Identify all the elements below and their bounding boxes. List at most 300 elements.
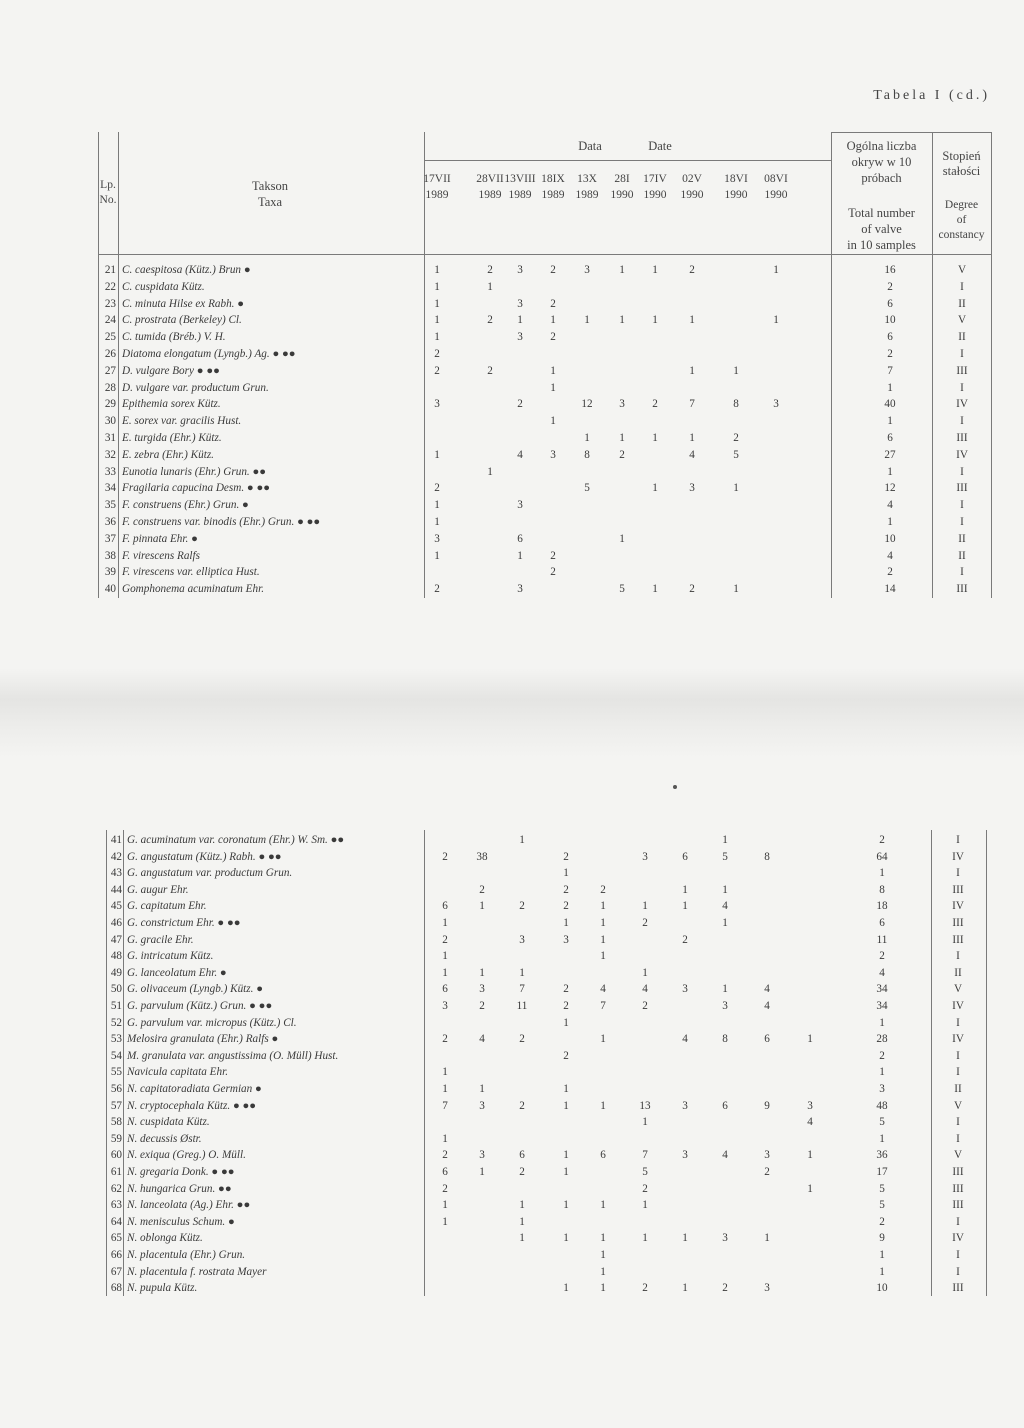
page-fold-shadow xyxy=(0,668,1024,758)
date-column-header: 1989 xyxy=(541,189,565,201)
count-cell: 1 xyxy=(600,1232,606,1245)
taxon-name: G. angustatum (Kütz.) Rabh. ● ●● xyxy=(127,850,282,863)
taxon-name: G. parvulum (Kütz.) Grun. ● ●● xyxy=(127,1000,273,1012)
count-cell: 1 xyxy=(722,983,728,996)
count-cell: 1 xyxy=(584,314,590,327)
count-cell: 9 xyxy=(764,1099,770,1112)
count-cell: 1 xyxy=(442,1066,448,1079)
degree-cell: V xyxy=(953,1099,963,1112)
total-cell: 1 xyxy=(887,415,893,428)
total-cell: 16 xyxy=(884,264,896,276)
count-cell: 2 xyxy=(600,883,606,896)
count-cell: 4 xyxy=(722,1149,728,1162)
count-cell: 1 xyxy=(642,1232,648,1245)
taxon-name: F. virescens var. elliptica Hust. xyxy=(122,566,260,579)
degree-cell: I xyxy=(956,834,960,846)
taxon-name: N. cuspidata Kütz. xyxy=(127,1116,210,1129)
degree-cell: I xyxy=(960,516,964,528)
count-cell: 1 xyxy=(619,314,625,327)
total-cell: 4 xyxy=(879,966,885,979)
taxon-name: N. decussis Østr. xyxy=(127,1132,202,1145)
table-row xyxy=(0,832,1024,849)
count-cell: 1 xyxy=(434,331,440,344)
taxon-name: N. exiqua (Greg.) O. Müll. xyxy=(127,1149,246,1162)
count-cell: 2 xyxy=(722,1282,728,1295)
taxon-name: F. virescens Ralfs xyxy=(122,549,200,562)
date-column-header: 18IX xyxy=(541,173,565,185)
row-number: 60 xyxy=(110,1149,122,1162)
degree-cell: III xyxy=(952,883,964,896)
total-cell: 17 xyxy=(876,1166,888,1178)
count-cell: 1 xyxy=(600,1099,606,1112)
total-cell: 4 xyxy=(887,549,893,562)
count-cell: 1 xyxy=(642,1116,648,1129)
total-cell: 10 xyxy=(876,1282,888,1295)
table-row xyxy=(0,1247,1024,1264)
taxon-name: M. granulata var. angustissima (O. Müll) Hust. xyxy=(127,1049,339,1062)
date-column-header: 1990 xyxy=(643,189,667,201)
total-cell: 14 xyxy=(884,583,896,596)
count-cell: 3 xyxy=(563,933,569,946)
row-number: 29 xyxy=(104,398,116,411)
count-cell: 5 xyxy=(619,583,625,596)
count-cell: 1 xyxy=(600,1249,606,1261)
taxon-name: Diatoma elongatum (Lyngb.) Ag. ● ●● xyxy=(122,348,296,360)
count-cell: 2 xyxy=(434,348,440,360)
table-row xyxy=(0,430,1024,447)
total-cell: 36 xyxy=(876,1149,888,1162)
table-row xyxy=(0,1031,1024,1048)
taxon-name: Eunotia lunaris (Ehr.) Grun. ●● xyxy=(122,465,267,478)
row-number: 58 xyxy=(110,1116,122,1129)
table-row xyxy=(0,548,1024,565)
row-number: 63 xyxy=(110,1199,122,1212)
table-row xyxy=(0,898,1024,915)
count-cell: 2 xyxy=(442,850,448,863)
count-cell: 2 xyxy=(733,432,739,444)
count-cell: 1 xyxy=(563,867,569,880)
degree-cell: IV xyxy=(952,850,964,863)
row-number: 22 xyxy=(104,280,116,293)
count-cell: 3 xyxy=(807,1099,813,1112)
row-number: 34 xyxy=(104,482,116,495)
count-cell: 4 xyxy=(722,900,728,913)
total-cell: 9 xyxy=(879,1232,885,1245)
degree-cell: V xyxy=(957,314,967,327)
degree-cell: I xyxy=(960,499,964,512)
count-cell: 2 xyxy=(519,1099,525,1112)
degree-cell: III xyxy=(952,1166,964,1178)
total-cell: 5 xyxy=(879,1182,885,1195)
table-caption: Tabela I (cd.) xyxy=(873,88,990,103)
table-rule xyxy=(98,254,992,255)
total-cell: 6 xyxy=(887,331,893,344)
total-cell: 34 xyxy=(876,1000,888,1012)
degree-cell: IV xyxy=(952,900,964,913)
count-cell: 1 xyxy=(600,1033,606,1046)
taxon-name: C. prostrata (Berkeley) Cl. xyxy=(122,314,242,327)
count-cell: 1 xyxy=(519,834,525,846)
taxon-name: N. cryptocephala Kütz. ● ●● xyxy=(127,1099,257,1112)
taxon-name: N. gregaria Donk. ● ●● xyxy=(127,1166,235,1178)
total-cell: 64 xyxy=(876,850,888,863)
table-row xyxy=(0,380,1024,397)
count-cell: 2 xyxy=(517,398,523,411)
count-cell: 1 xyxy=(652,314,658,327)
degree-header: constancy xyxy=(938,229,985,241)
count-cell: 1 xyxy=(600,1282,606,1295)
count-cell: 3 xyxy=(519,933,525,946)
count-cell: 2 xyxy=(563,850,569,863)
count-cell: 4 xyxy=(764,1000,770,1012)
count-cell: 3 xyxy=(479,1099,485,1112)
date-header: Date xyxy=(648,139,672,153)
count-cell: 2 xyxy=(550,297,556,310)
total-header: Total number xyxy=(848,206,915,220)
taxon-name: N. hungarica Grun. ●● xyxy=(127,1182,232,1195)
total-header: próbach xyxy=(861,171,902,185)
taxon-name: G. olivaceum (Lyngb.) Kütz. ● xyxy=(127,983,263,996)
date-column-header: 1990 xyxy=(724,189,748,201)
count-cell: 3 xyxy=(550,448,556,461)
count-cell: 2 xyxy=(434,364,440,377)
row-number: 32 xyxy=(104,448,116,461)
degree-cell: I xyxy=(956,1132,960,1145)
degree-cell: III xyxy=(952,917,964,929)
count-cell: 1 xyxy=(434,297,440,310)
count-cell: 2 xyxy=(642,1182,648,1195)
count-cell: 5 xyxy=(722,850,728,863)
degree-cell: I xyxy=(956,1049,960,1062)
count-cell: 7 xyxy=(642,1149,648,1162)
taxon-name: E. zebra (Ehr.) Kütz. xyxy=(122,448,214,461)
date-header: Data xyxy=(578,139,602,153)
table-row xyxy=(0,1114,1024,1131)
count-cell: 4 xyxy=(600,983,606,996)
count-cell: 1 xyxy=(519,1232,525,1245)
row-number: 44 xyxy=(110,883,122,896)
date-column-header: 28I xyxy=(614,173,630,185)
count-cell: 8 xyxy=(584,448,590,461)
total-cell: 2 xyxy=(887,348,893,360)
date-column-header: 1989 xyxy=(508,189,532,201)
degree-cell: I xyxy=(956,1016,960,1029)
total-cell: 1 xyxy=(879,1265,885,1278)
count-cell: 1 xyxy=(807,1182,813,1195)
taxon-name: Melosira granulata (Ehr.) Ralfs ● xyxy=(127,1033,279,1046)
date-column-header: 28VII xyxy=(476,173,504,185)
degree-header: Stopień xyxy=(942,149,981,163)
table-row xyxy=(0,1230,1024,1247)
total-cell: 3 xyxy=(879,1083,885,1095)
total-cell: 10 xyxy=(884,532,896,545)
row-number: 33 xyxy=(104,465,116,478)
date-column-header: 1990 xyxy=(610,189,634,201)
row-number: 64 xyxy=(110,1215,122,1228)
count-cell: 1 xyxy=(563,1232,569,1245)
degree-cell: IV xyxy=(952,1000,964,1012)
count-cell: 8 xyxy=(733,398,739,411)
count-cell: 8 xyxy=(722,1033,728,1046)
count-cell: 1 xyxy=(550,415,556,428)
table-row xyxy=(0,396,1024,413)
count-cell: 1 xyxy=(479,966,485,979)
row-number: 45 xyxy=(110,900,122,913)
count-cell: 1 xyxy=(600,917,606,929)
table-row xyxy=(0,965,1024,982)
table-row xyxy=(0,480,1024,497)
date-column-header: 02V xyxy=(682,173,702,185)
table-row xyxy=(0,1264,1024,1281)
count-cell: 3 xyxy=(764,1149,770,1162)
degree-header: of xyxy=(956,214,967,226)
row-number: 46 xyxy=(110,917,122,929)
count-cell: 1 xyxy=(689,432,695,444)
count-cell: 1 xyxy=(563,1149,569,1162)
count-cell: 1 xyxy=(442,1199,448,1212)
total-cell: 1 xyxy=(879,1132,885,1145)
row-number: 47 xyxy=(110,933,122,946)
count-cell: 1 xyxy=(442,1132,448,1145)
row-number: 40 xyxy=(104,583,116,596)
row-number: 23 xyxy=(104,297,116,310)
count-cell: 1 xyxy=(563,1099,569,1112)
degree-cell: IV xyxy=(956,448,968,461)
count-cell: 3 xyxy=(682,983,688,996)
row-number: 41 xyxy=(110,834,122,846)
count-cell: 1 xyxy=(517,314,523,327)
taxon-header: Takson xyxy=(252,179,288,193)
count-cell: 1 xyxy=(807,1149,813,1162)
count-cell: 7 xyxy=(689,398,695,411)
table-row xyxy=(0,1147,1024,1164)
count-cell: 3 xyxy=(584,264,590,276)
taxon-name: N. pupula Kütz. xyxy=(127,1282,198,1295)
degree-cell: I xyxy=(960,566,964,579)
count-cell: 3 xyxy=(517,583,523,596)
count-cell: 1 xyxy=(487,280,493,293)
degree-cell: I xyxy=(956,1265,960,1278)
row-number: 48 xyxy=(110,950,122,963)
date-column-header: 1989 xyxy=(575,189,599,201)
count-cell: 2 xyxy=(487,314,493,327)
taxon-name: N. oblonga Kütz. xyxy=(127,1232,203,1245)
row-number: 35 xyxy=(104,499,116,512)
count-cell: 1 xyxy=(600,1199,606,1212)
degree-cell: I xyxy=(956,1066,960,1079)
date-column-header: 1990 xyxy=(764,189,788,201)
count-cell: 1 xyxy=(563,1083,569,1095)
total-cell: 10 xyxy=(884,314,896,327)
count-cell: 2 xyxy=(764,1166,770,1178)
count-cell: 1 xyxy=(584,432,590,444)
count-cell: 2 xyxy=(619,448,625,461)
total-cell: 2 xyxy=(879,950,885,963)
count-cell: 2 xyxy=(563,900,569,913)
count-cell: 3 xyxy=(479,983,485,996)
count-cell: 1 xyxy=(442,1215,448,1228)
count-cell: 1 xyxy=(550,381,556,394)
count-cell: 1 xyxy=(733,583,739,596)
row-number: 55 xyxy=(110,1066,122,1079)
row-number: 39 xyxy=(104,566,116,579)
count-cell: 1 xyxy=(434,314,440,327)
count-cell: 3 xyxy=(722,1232,728,1245)
total-cell: 1 xyxy=(887,516,893,528)
total-cell: 1 xyxy=(879,1249,885,1261)
count-cell: 4 xyxy=(642,983,648,996)
table-row xyxy=(0,932,1024,949)
count-cell: 1 xyxy=(487,465,493,478)
total-cell: 1 xyxy=(879,1066,885,1079)
row-number: 57 xyxy=(110,1099,122,1112)
taxon-name: G. parvulum var. micropus (Kütz.) Cl. xyxy=(127,1016,297,1029)
count-cell: 1 xyxy=(642,1199,648,1212)
count-cell: 6 xyxy=(519,1149,525,1162)
degree-cell: III xyxy=(956,583,968,596)
total-cell: 8 xyxy=(879,883,885,896)
date-column-header: 17IV xyxy=(643,173,667,185)
count-cell: 1 xyxy=(652,432,658,444)
count-cell: 1 xyxy=(733,482,739,495)
count-cell: 2 xyxy=(682,933,688,946)
total-cell: 1 xyxy=(887,465,893,478)
count-cell: 1 xyxy=(652,583,658,596)
taxon-name: N. placentula f. rostrata Mayer xyxy=(127,1265,267,1278)
count-cell: 1 xyxy=(563,917,569,929)
count-cell: 1 xyxy=(619,264,625,276)
count-cell: 2 xyxy=(563,1049,569,1062)
taxon-name: N. capitatoradiata Germian ● xyxy=(127,1083,262,1095)
count-cell: 6 xyxy=(682,850,688,863)
total-cell: 6 xyxy=(887,297,893,310)
taxon-name: G. lanceolatum Ehr. ● xyxy=(127,966,227,979)
table-row xyxy=(0,1280,1024,1297)
count-cell: 4 xyxy=(689,448,695,461)
taxon-name: N. placentula (Ehr.) Grun. xyxy=(127,1249,246,1261)
count-cell: 4 xyxy=(682,1033,688,1046)
count-cell: 1 xyxy=(519,1199,525,1212)
count-cell: 3 xyxy=(517,331,523,344)
count-cell: 5 xyxy=(642,1166,648,1178)
row-number: 65 xyxy=(110,1232,122,1245)
count-cell: 2 xyxy=(550,264,556,276)
count-cell: 6 xyxy=(722,1099,728,1112)
taxon-name: C. caespitosa (Kütz.) Brun ● xyxy=(122,264,251,276)
count-cell: 1 xyxy=(722,834,728,846)
table-row xyxy=(0,915,1024,932)
table-rule xyxy=(831,132,992,133)
degree-cell: I xyxy=(960,415,964,428)
count-cell: 2 xyxy=(563,883,569,896)
count-cell: 2 xyxy=(652,398,658,411)
count-cell: 1 xyxy=(807,1033,813,1046)
degree-cell: IV xyxy=(956,398,968,411)
count-cell: 8 xyxy=(764,850,770,863)
row-number: 24 xyxy=(104,314,116,327)
count-cell: 1 xyxy=(600,950,606,963)
lp-header: No. xyxy=(99,194,117,206)
row-number: 30 xyxy=(104,415,116,428)
count-cell: 1 xyxy=(479,900,485,913)
count-cell: 4 xyxy=(764,983,770,996)
count-cell: 1 xyxy=(689,314,695,327)
count-cell: 1 xyxy=(722,883,728,896)
total-cell: 18 xyxy=(876,900,888,913)
row-number: 50 xyxy=(110,983,122,996)
total-cell: 2 xyxy=(879,1049,885,1062)
degree-cell: III xyxy=(956,482,968,495)
degree-cell: I xyxy=(956,950,960,963)
table-row xyxy=(0,1131,1024,1148)
count-cell: 1 xyxy=(550,314,556,327)
date-column-header: 17VII xyxy=(423,173,451,185)
count-cell: 1 xyxy=(773,264,779,276)
count-cell: 1 xyxy=(434,516,440,528)
table-rule xyxy=(424,160,831,161)
table-row xyxy=(0,279,1024,296)
total-cell: 6 xyxy=(887,432,893,444)
table-row xyxy=(0,981,1024,998)
degree-cell: V xyxy=(953,1149,963,1162)
table-row xyxy=(0,531,1024,548)
count-cell: 1 xyxy=(682,1232,688,1245)
count-cell: 2 xyxy=(550,566,556,579)
count-cell: 1 xyxy=(479,1083,485,1095)
degree-cell: III xyxy=(952,1282,964,1295)
degree-cell: I xyxy=(960,280,964,293)
date-column-header: 1989 xyxy=(425,189,449,201)
degree-cell: V xyxy=(957,264,967,276)
count-cell: 3 xyxy=(689,482,695,495)
count-cell: 2 xyxy=(563,1000,569,1012)
count-cell: 1 xyxy=(519,1215,525,1228)
taxon-name: G. capitatum Ehr. xyxy=(127,900,207,913)
count-cell: 6 xyxy=(517,532,523,545)
count-cell: 1 xyxy=(434,280,440,293)
count-cell: 3 xyxy=(764,1282,770,1295)
taxon-name: E. sorex var. gracilis Hust. xyxy=(122,415,242,428)
count-cell: 6 xyxy=(442,900,448,913)
date-column-header: 08VI xyxy=(764,173,788,185)
total-cell: 12 xyxy=(884,482,896,495)
taxon-name: Gomphonema acuminatum Ehr. xyxy=(122,583,265,596)
count-cell: 2 xyxy=(642,1282,648,1295)
count-cell: 1 xyxy=(434,549,440,562)
count-cell: 2 xyxy=(434,583,440,596)
count-cell: 1 xyxy=(563,1199,569,1212)
taxon-name: G. angustatum var. productum Grun. xyxy=(127,867,293,880)
total-cell: 1 xyxy=(887,381,893,394)
row-number: 36 xyxy=(104,516,116,528)
count-cell: 2 xyxy=(689,583,695,596)
table-row xyxy=(0,296,1024,313)
taxon-name: Navicula capitata Ehr. xyxy=(127,1066,228,1079)
count-cell: 1 xyxy=(682,1282,688,1295)
degree-cell: V xyxy=(953,983,963,996)
date-column-header: 18VI xyxy=(724,173,748,185)
row-number: 59 xyxy=(110,1132,122,1145)
row-number: 27 xyxy=(104,364,116,377)
count-cell: 38 xyxy=(476,850,488,863)
degree-cell: I xyxy=(956,867,960,880)
total-cell: 2 xyxy=(887,280,893,293)
degree-cell: IV xyxy=(952,1033,964,1046)
degree-header: stałości xyxy=(942,164,981,178)
count-cell: 2 xyxy=(487,264,493,276)
count-cell: 6 xyxy=(764,1033,770,1046)
count-cell: 3 xyxy=(682,1149,688,1162)
